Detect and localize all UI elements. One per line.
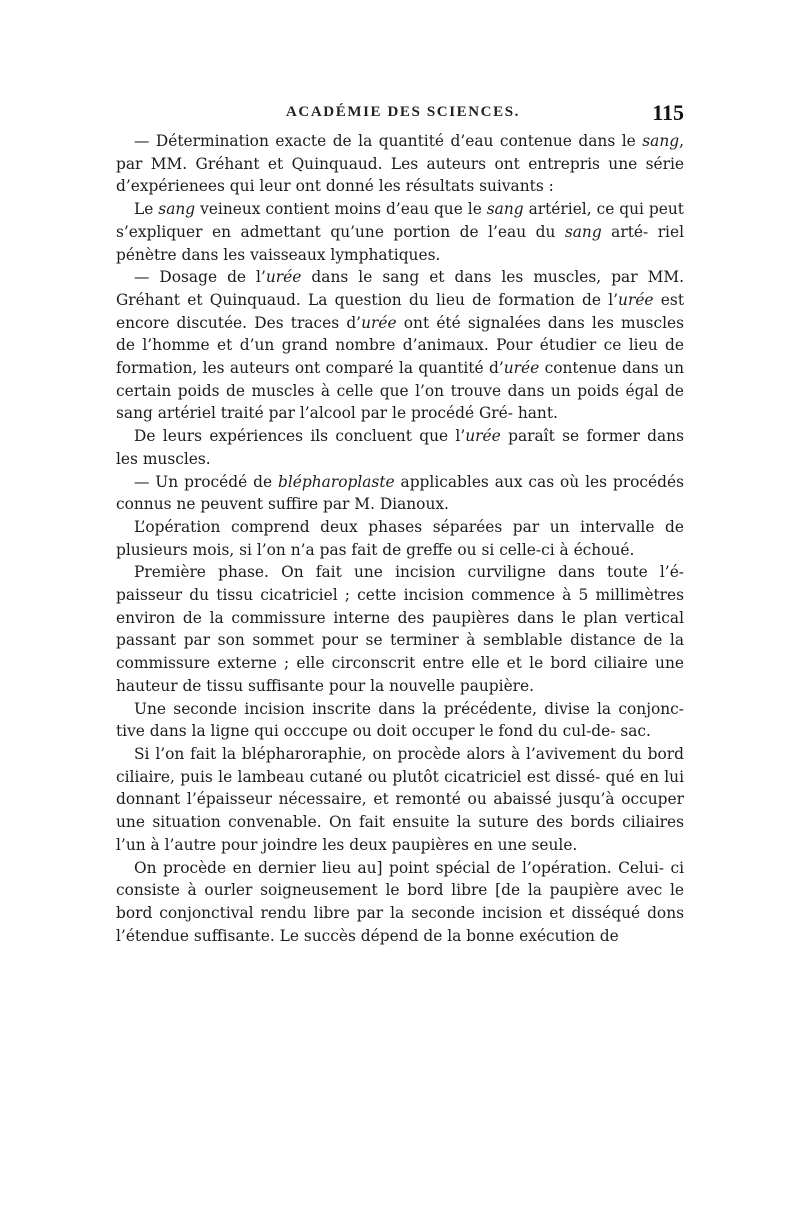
text-run: Une seconde incision inscrite dans la précédente, divise la conjonc- tive dans la ligne qui occcupe ou doit occuper le fond du cul-de- sac. <box>116 699 684 741</box>
running-header <box>116 100 684 128</box>
body-text <box>116 130 684 947</box>
italic-term: sang <box>642 132 680 150</box>
text-run: contenue dans un certain poids de muscles à celle que l’on trouve dans un poids égal de sang artériel traité par l’alcool par le procédé Gré- hant. <box>116 359 684 423</box>
italic-term: blépharoplaste <box>278 472 395 491</box>
text-run: Si l’on fait la blépharoraphie, on procède alors à l’avivement du bord ciliaire, puis le lambeau cutané ou plutôt cicatriciel est dissé- qué en lui donnant l’épaisseur nécessaire, et remonté ou abaissé jusqu’à occuper une situation convenable. On fait ensuite la suture des bords ciliaires l’un à l’autre pour joindre les deux paupières en une seule. <box>116 744 684 854</box>
text-run: , par MM. Gréhant et Quinquaud. Les auteurs ont entrepris une série d’expérienees qui leur ont donné les résultats suivants : <box>116 132 684 196</box>
italic-term: urée <box>265 268 302 287</box>
italic-term: urée <box>503 359 540 378</box>
paragraph <box>116 698 684 743</box>
text-run: arté- riel pénètre dans les vaisseaux lymphatiques. <box>116 222 685 264</box>
text-run: L’opération comprend deux phases séparées par un intervalle de plusieurs mois, si l’on n’a pas fait de greffe ou si celle-ci à échoué. <box>116 517 684 559</box>
italic-term: urée <box>618 290 654 309</box>
paragraph <box>116 266 684 425</box>
text-run: — Un procédé de <box>134 472 279 491</box>
page-number: 115 <box>652 100 684 125</box>
text-run: ont été signalées dans les muscles de l’homme et d’un grand nombre d’animaux. Pour étudier ce lieu de formation, les auteurs ont comparé la quantité d’ <box>116 313 685 378</box>
text-run: Première phase. On fait une incision curviligne dans toute l’é- paisseur du tissu cicatriciel ; cette incision commence à 5 millimètres environ de la commissure interne des paupières dans le plan vertical passant par son sommet pour se terminer à semblable distance de la commissure externe ; elle circonscrit entre elle et le bord ciliaire une hauteur de tissu suffisante pour la nouvelle paupière. <box>116 563 684 695</box>
italic-term: sang <box>486 200 524 219</box>
italic-term: sang <box>564 222 602 241</box>
italic-term: urée <box>361 313 397 332</box>
paragraph <box>116 857 684 948</box>
text-run: veineux contient moins d’eau que le <box>195 200 487 219</box>
text-run: est encore discutée. Des traces d’ <box>116 290 685 332</box>
running-title: ACADÉMIE DES SCIENCES. <box>286 104 520 120</box>
paragraph <box>116 425 684 470</box>
italic-term: urée <box>465 427 501 446</box>
italic-term: sang <box>158 200 196 219</box>
text-run: artériel, ce qui peut s’expliquer en admettant qu’une portion de l’eau du <box>116 200 684 241</box>
paragraph <box>116 130 684 198</box>
text-run: Le <box>134 200 159 219</box>
text-run: dans le sang et dans les muscles, par MM. Gréhant et Quinquaud. La question du lieu de formation de l’ <box>116 268 685 309</box>
text-run: On procède en dernier lieu au] point spécial de l’opération. Celui- ci consiste à ourler soigneusement le bord libre [de la paupière avec le bord conjonctival rendu libre par la seconde incision et disséqué dons l’étendue suffisante. Le succès dépend de la bonne exécution de <box>116 858 684 945</box>
paragraph <box>116 743 684 857</box>
paragraph <box>116 561 684 697</box>
paragraph <box>116 471 684 516</box>
text-run: paraît se former dans les muscles. <box>116 427 684 468</box>
text-run: — Dosage de l’ <box>134 268 266 287</box>
paragraph <box>116 516 684 561</box>
text-run: — Détermination exacte de la quantité d’eau contenue dans le <box>134 132 643 150</box>
paragraph <box>116 198 684 266</box>
text-run: De leurs expériences ils concluent que l’ <box>134 427 466 446</box>
text-run: applicables aux cas où les procédés connus ne peuvent suffire par M. Dianoux. <box>116 472 684 514</box>
